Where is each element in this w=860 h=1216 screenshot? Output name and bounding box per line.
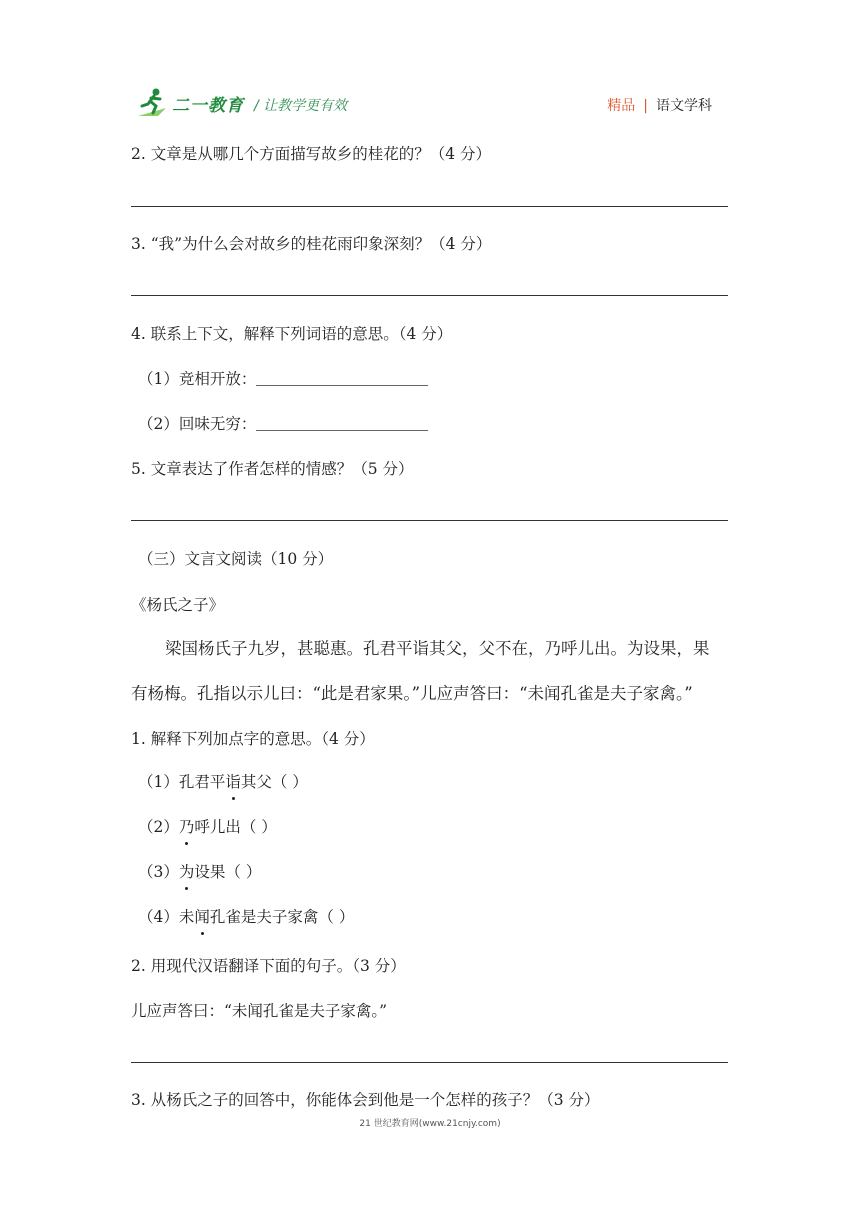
item-text: 其父（ ）: [240, 773, 308, 791]
classical-question-1-2: [138, 816, 277, 838]
question-4: 4. 联系上下文，解释下列词语的意思。（4 分）: [131, 325, 453, 343]
dotted-char: 为: [178, 863, 195, 881]
page-header: [136, 86, 716, 120]
classical-question-2: 2. 用现代汉语翻译下面的句子。（3 分）: [131, 957, 406, 975]
fill-blank[interactable]: [256, 414, 428, 431]
question-4-1: [138, 368, 428, 390]
question-5: 5. 文章表达了作者怎样的情感？（5 分）: [131, 460, 414, 478]
item-text: 孔雀是夫子家禽（ ）: [209, 908, 355, 926]
header-right: [607, 95, 712, 115]
section-classical: （三）文言文阅读（10 分）: [138, 550, 334, 568]
subject-label: 语文学科: [656, 98, 712, 114]
logo-text: 二一教育: [172, 96, 244, 116]
text-title: 《杨氏之子》: [131, 596, 225, 614]
runner-logo-icon: [136, 86, 170, 120]
item-text: （4）未: [138, 908, 195, 926]
classical-question-3: 3. 从杨氏之子的回答中，你能体会到他是一个怎样的孩子？（3 分）: [131, 1091, 600, 1109]
passage-line-1: 梁国杨氏子九岁，甚聪惠。孔君平诣其父，父不在，乃呼儿出。为设果，果: [165, 639, 710, 658]
dotted-char: 诣: [225, 773, 241, 791]
item-text: （1）孔君平: [138, 773, 226, 791]
item-text: （3）: [138, 863, 179, 881]
item-text: 呼儿出（ ）: [194, 818, 277, 836]
classical-question-1-3: [138, 861, 261, 883]
classical-question-1: 1. 解释下列加点字的意思。（4 分）: [131, 730, 375, 748]
dotted-char: 闻: [194, 908, 210, 926]
question-4-2: [138, 413, 428, 435]
quality-label: 精品: [607, 98, 636, 114]
passage-line-2: 有杨梅。孔指以示儿曰：“此是君家果。”儿应声答曰：“未闻孔雀是夫子家禽。”: [131, 684, 693, 703]
answer-line[interactable]: [131, 295, 728, 296]
classical-question-1-4: [138, 906, 354, 928]
item-text: （2）: [138, 818, 179, 836]
item-text: 设果（ ）: [194, 863, 262, 881]
header-separator: |: [643, 98, 648, 114]
page-footer: 21 世纪教育网(www.21cnjy.com): [359, 1119, 501, 1129]
answer-line[interactable]: [131, 206, 728, 207]
translate-sentence: 儿应声答曰：“未闻孔雀是夫子家禽。”: [131, 1002, 388, 1020]
slogan: / 让教学更有效: [254, 98, 348, 114]
logo: [136, 86, 246, 120]
question-4-1-text: （1）竞相开放：: [138, 370, 257, 388]
fill-blank[interactable]: [256, 369, 428, 386]
question-4-2-text: （2）回味无穷：: [138, 415, 257, 433]
answer-line[interactable]: [131, 1062, 728, 1063]
classical-question-1-1: [138, 771, 308, 793]
answer-line[interactable]: [131, 520, 728, 521]
question-2: 2. 文章是从哪几个方面描写故乡的桂花的？（4 分）: [131, 145, 492, 163]
question-3: 3. “我”为什么会对故乡的桂花雨印象深刻？（4 分）: [131, 235, 492, 253]
dotted-char: 乃: [178, 818, 195, 836]
